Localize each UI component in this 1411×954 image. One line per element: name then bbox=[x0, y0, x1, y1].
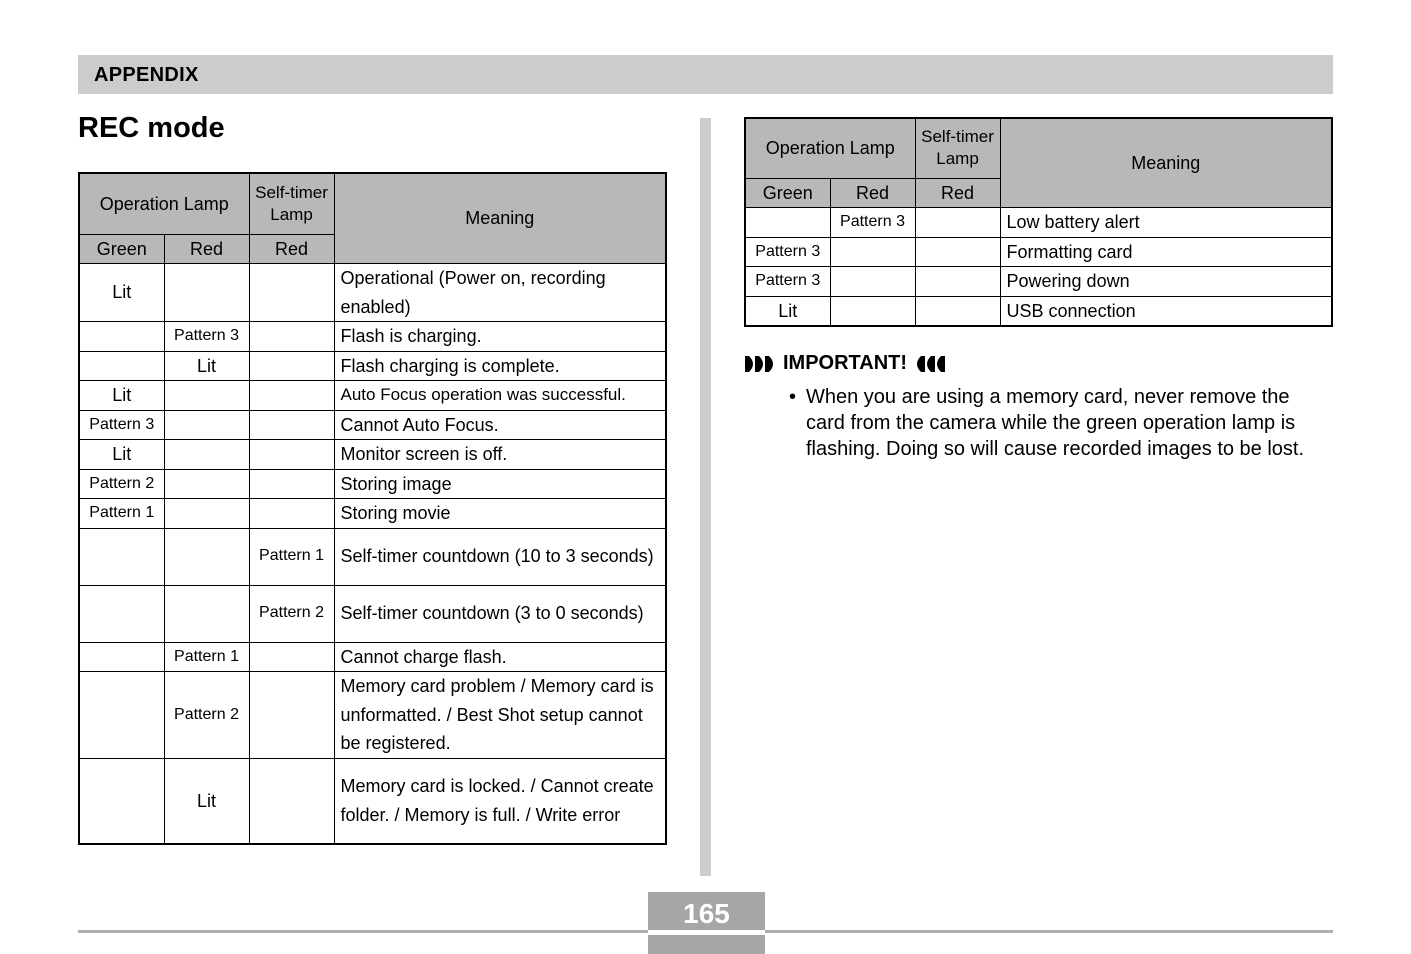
meaning-cell: Low battery alert bbox=[1000, 208, 1332, 238]
red-cell: Pattern 1 bbox=[164, 642, 249, 672]
important-note-text: When you are using a memory card, never remove the card from the camera while the green operation lamp is flashing. Doing so will cause recorded images to be lost. bbox=[806, 386, 1305, 460]
table-row bbox=[79, 642, 666, 672]
table-row bbox=[79, 499, 666, 529]
red-cell bbox=[164, 499, 249, 529]
self-timer-cell bbox=[915, 208, 1000, 238]
red-cell: Pattern 2 bbox=[164, 672, 249, 759]
red-header: Red bbox=[830, 178, 915, 208]
meaning-cell: Monitor screen is off. bbox=[334, 440, 666, 470]
green-cell bbox=[79, 585, 164, 642]
red-cell bbox=[164, 410, 249, 440]
meaning-cell: Flash charging is complete. bbox=[334, 351, 666, 381]
red-cell bbox=[164, 528, 249, 585]
green-cell bbox=[79, 642, 164, 672]
table-row bbox=[745, 296, 1332, 326]
table-row bbox=[79, 410, 666, 440]
meaning-header: Meaning bbox=[334, 173, 666, 264]
important-heading bbox=[745, 352, 945, 375]
green-cell bbox=[79, 528, 164, 585]
self-timer-red-header: Red bbox=[249, 234, 334, 264]
table-row bbox=[745, 237, 1332, 267]
self-timer-cell bbox=[249, 440, 334, 470]
operation-lamp-header: Operation Lamp bbox=[79, 173, 249, 234]
self-timer-lamp-header: Self-timer Lamp bbox=[249, 173, 334, 234]
self-timer-cell bbox=[249, 264, 334, 322]
meaning-cell: USB connection bbox=[1000, 296, 1332, 326]
column-divider bbox=[700, 118, 711, 876]
self-timer-cell bbox=[915, 267, 1000, 297]
meaning-cell: Cannot charge flash. bbox=[334, 642, 666, 672]
meaning-cell: Operational (Power on, recording enabled) bbox=[334, 264, 666, 322]
meaning-cell: Memory card problem / Memory card is unformatted. / Best Shot setup cannot be registered. bbox=[334, 672, 666, 759]
table-row bbox=[745, 267, 1332, 297]
red-cell bbox=[164, 381, 249, 411]
green-cell bbox=[79, 322, 164, 352]
table-row bbox=[79, 381, 666, 411]
self-timer-cell: Pattern 1 bbox=[249, 528, 334, 585]
red-cell bbox=[830, 296, 915, 326]
important-right-marker-icon bbox=[913, 355, 945, 373]
self-timer-cell bbox=[915, 296, 1000, 326]
meaning-cell: Flash is charging. bbox=[334, 322, 666, 352]
important-left-marker-icon bbox=[745, 355, 777, 373]
meaning-cell: Storing image bbox=[334, 469, 666, 499]
self-timer-cell bbox=[249, 322, 334, 352]
red-cell bbox=[164, 585, 249, 642]
red-cell bbox=[830, 237, 915, 267]
green-header: Green bbox=[79, 234, 164, 264]
meaning-cell: Self-timer countdown (3 to 0 seconds) bbox=[334, 585, 666, 642]
important-label: IMPORTANT! bbox=[783, 352, 908, 374]
red-header: Red bbox=[164, 234, 249, 264]
meaning-header: Meaning bbox=[1000, 118, 1332, 208]
bullet-marker: • bbox=[789, 386, 797, 408]
green-cell: Pattern 3 bbox=[745, 237, 830, 267]
table-row bbox=[79, 322, 666, 352]
meaning-cell: Storing movie bbox=[334, 499, 666, 529]
green-header: Green bbox=[745, 178, 830, 208]
meaning-cell: Powering down bbox=[1000, 267, 1332, 297]
table-row bbox=[79, 758, 666, 844]
green-cell bbox=[79, 672, 164, 759]
table-row bbox=[79, 351, 666, 381]
self-timer-cell bbox=[249, 672, 334, 759]
red-cell: Lit bbox=[164, 758, 249, 844]
self-timer-red-header: Red bbox=[915, 178, 1000, 208]
self-timer-cell bbox=[249, 499, 334, 529]
green-cell: Lit bbox=[79, 381, 164, 411]
red-cell: Lit bbox=[164, 351, 249, 381]
self-timer-lamp-header: Self-timer Lamp bbox=[915, 118, 1000, 178]
red-cell: Pattern 3 bbox=[164, 322, 249, 352]
section-label: APPENDIX bbox=[94, 64, 199, 86]
green-cell bbox=[745, 208, 830, 238]
self-timer-cell bbox=[915, 237, 1000, 267]
operation-lamp-header: Operation Lamp bbox=[745, 118, 915, 178]
self-timer-cell bbox=[249, 410, 334, 440]
green-cell: Lit bbox=[79, 440, 164, 470]
table-row bbox=[745, 208, 1332, 238]
self-timer-cell bbox=[249, 469, 334, 499]
green-cell: Pattern 3 bbox=[79, 410, 164, 440]
rec-mode-lamp-table bbox=[78, 172, 667, 845]
green-cell: Lit bbox=[79, 264, 164, 322]
green-cell: Lit bbox=[745, 296, 830, 326]
table-row bbox=[79, 264, 666, 322]
appendix-header-bar bbox=[78, 55, 1333, 94]
self-timer-cell bbox=[249, 642, 334, 672]
green-cell bbox=[79, 758, 164, 844]
important-note bbox=[789, 384, 1329, 462]
red-cell bbox=[164, 469, 249, 499]
table-row bbox=[79, 528, 666, 585]
table-row bbox=[79, 672, 666, 759]
red-cell: Pattern 3 bbox=[830, 208, 915, 238]
meaning-cell: Formatting card bbox=[1000, 237, 1332, 267]
meaning-cell: Auto Focus operation was successful. bbox=[334, 381, 666, 411]
rec-mode-lamp-table-continued bbox=[744, 117, 1333, 327]
table-row bbox=[79, 469, 666, 499]
self-timer-cell bbox=[249, 381, 334, 411]
self-timer-cell bbox=[249, 351, 334, 381]
green-cell: Pattern 3 bbox=[745, 267, 830, 297]
self-timer-cell: Pattern 2 bbox=[249, 585, 334, 642]
page-number-box bbox=[648, 892, 765, 954]
page-title: REC mode bbox=[78, 112, 225, 144]
red-cell bbox=[164, 440, 249, 470]
red-cell bbox=[164, 264, 249, 322]
green-cell: Pattern 1 bbox=[79, 499, 164, 529]
table-row bbox=[79, 585, 666, 642]
table-row bbox=[79, 440, 666, 470]
meaning-cell: Self-timer countdown (10 to 3 seconds) bbox=[334, 528, 666, 585]
green-cell: Pattern 2 bbox=[79, 469, 164, 499]
page-number: 165 bbox=[683, 898, 730, 929]
self-timer-cell bbox=[249, 758, 334, 844]
red-cell bbox=[830, 267, 915, 297]
meaning-cell: Memory card is locked. / Cannot create folder. / Memory is full. / Write error bbox=[334, 758, 666, 844]
meaning-cell: Cannot Auto Focus. bbox=[334, 410, 666, 440]
green-cell bbox=[79, 351, 164, 381]
